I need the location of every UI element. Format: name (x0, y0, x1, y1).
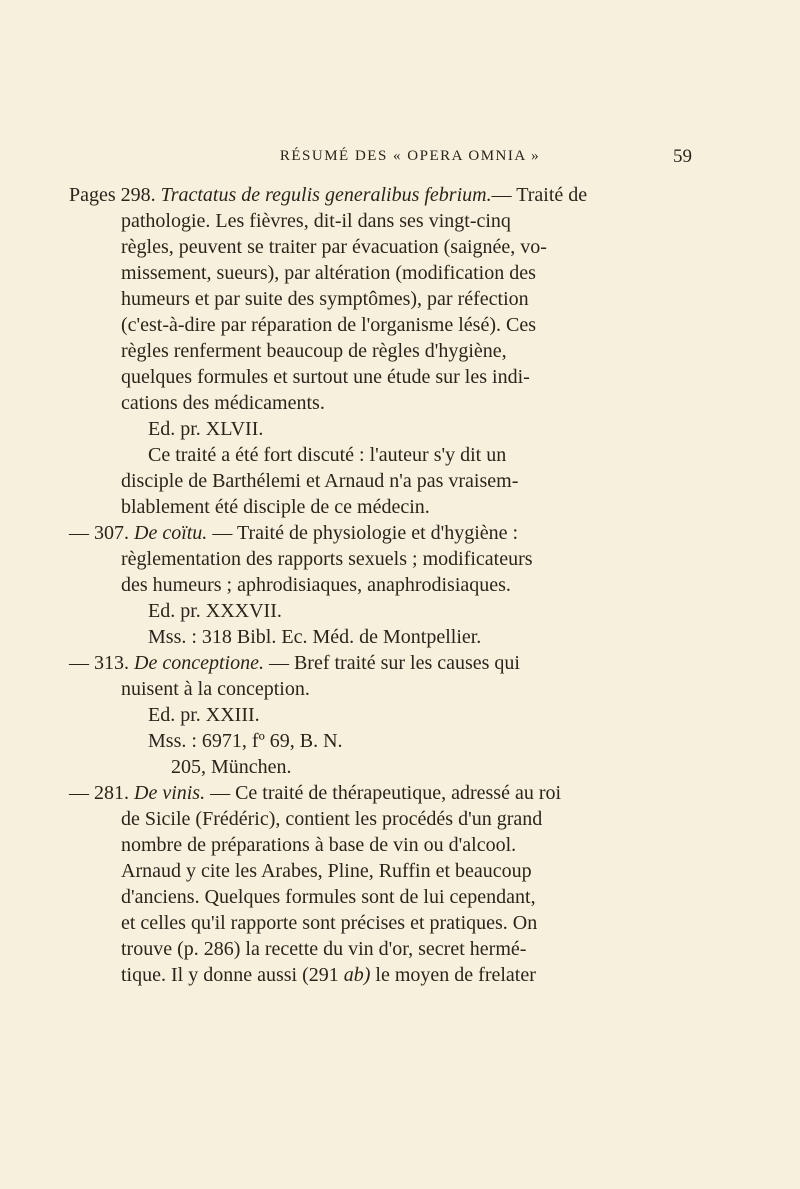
edition-line: Ed. pr. XXXVII. (148, 600, 282, 622)
entry-number: — 307. (69, 522, 129, 544)
text-line: missement, sueurs), par altération (modification des (121, 262, 536, 284)
manuscripts-line: Mss. : 6971, fº 69, B. N. (148, 730, 343, 752)
text-line: quelques formules et surtout une étude sur les indi- (121, 366, 530, 388)
text-line: d'anciens. Quelques formules sont de lui cependant, (121, 886, 536, 908)
text-line: règles, peuvent se traiter par évacuation (saignée, vo- (121, 236, 547, 258)
text-line: cations des médicaments. (121, 392, 325, 414)
entry-number: Pages 298. (69, 184, 156, 206)
work-title: De vinis. (134, 782, 206, 804)
running-title: RÉSUMÉ DES « OPERA OMNIA » (279, 148, 541, 164)
entry-description: — Traité de (491, 184, 588, 206)
entry-298-heading (69, 182, 587, 208)
text-line: Ce traité a été fort discuté : l'auteur s'y dit un (148, 444, 507, 466)
entry-description: — Ce traité de thérapeutique, adressé au roi (210, 782, 562, 804)
entry-313-heading (69, 650, 520, 676)
text-line: de Sicile (Frédéric), contient les procédés d'un grand (121, 808, 543, 830)
entry-number: — 281. (69, 782, 129, 804)
manuscripts-line: 205, München. (171, 756, 292, 778)
text-line: règles renferment beaucoup de règles d'hygiène, (121, 340, 507, 362)
text-segment: le moyen de frelater (375, 964, 536, 986)
text-line: blablement été disciple de ce médecin. (121, 496, 430, 518)
running-header (128, 148, 692, 172)
text-line: pathologie. Les fièvres, dit-il dans ses vingt-cinq (121, 210, 511, 232)
entry-description: — Bref traité sur les causes qui (268, 652, 520, 674)
entry-281-heading (69, 780, 561, 806)
entry-description: — Traité de physiologie et d'hygiène : (212, 522, 519, 544)
text-line: des humeurs ; aphrodisiaques, anaphrodisiaques. (121, 574, 511, 596)
text-line: (c'est-à-dire par réparation de l'organisme lésé). Ces (121, 314, 536, 336)
reference-marker: ab) (343, 964, 371, 986)
work-title: Tractatus de regulis generalibus febrium. (160, 184, 492, 206)
manuscripts-line: Mss. : 318 Bibl. Ec. Méd. de Montpellier. (148, 626, 482, 648)
edition-line: Ed. pr. XLVII. (148, 418, 264, 440)
text-line (121, 962, 536, 988)
text-line: humeurs et par suite des symptômes), par réfection (121, 288, 529, 310)
work-title: De conceptione. (134, 652, 264, 674)
work-title: De coïtu. (134, 522, 208, 544)
page-number: 59 (673, 146, 692, 167)
entry-307-heading (69, 520, 518, 546)
text-line: trouve (p. 286) la recette du vin d'or, secret hermé- (121, 938, 527, 960)
text-line: disciple de Barthélemi et Arnaud n'a pas vraisem- (121, 470, 519, 492)
text-line: règlementation des rapports sexuels ; modificateurs (121, 548, 533, 570)
edition-line: Ed. pr. XXIII. (148, 704, 260, 726)
text-line: nuisent à la conception. (121, 678, 310, 700)
text-line: nombre de préparations à base de vin ou d'alcool. (121, 834, 517, 856)
text-segment: tique. Il y donne aussi (291 (121, 964, 339, 986)
entry-number: — 313. (69, 652, 129, 674)
text-line: et celles qu'il rapporte sont précises et pratiques. On (121, 912, 538, 934)
text-line: Arnaud y cite les Arabes, Pline, Ruffin et beaucoup (121, 860, 532, 882)
